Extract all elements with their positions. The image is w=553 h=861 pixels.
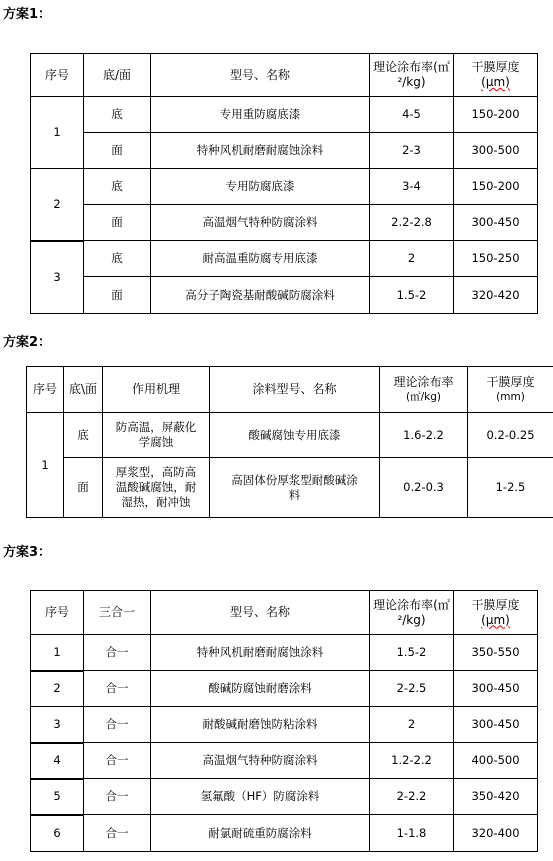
table-row bbox=[31, 169, 538, 205]
plan3-header-seq: 序号 bbox=[31, 591, 84, 635]
plan2-layer: 面 bbox=[64, 458, 103, 518]
plan3-table bbox=[30, 590, 538, 852]
plan2-mechanism-line: 湿热，耐冲蚀 bbox=[121, 495, 191, 509]
plan1-rate: 2.2-2.8 bbox=[370, 205, 454, 241]
plan1-layer: 面 bbox=[84, 133, 151, 169]
plan3-thickness: 300-450 bbox=[454, 707, 538, 743]
plan3-header-rate-line1: 理论涂布率(㎡ bbox=[373, 597, 450, 612]
plan3-combo: 合一 bbox=[84, 815, 151, 852]
table-row bbox=[27, 458, 553, 518]
plan3-rate: 1.2-2.2 bbox=[370, 743, 454, 779]
plan1-seq: 2 bbox=[31, 169, 84, 241]
plan3-rate: 1.5-2 bbox=[370, 635, 454, 671]
plan1-thickness: 150-200 bbox=[454, 97, 538, 133]
plan1-title: 方案1： bbox=[3, 7, 52, 22]
plan2-mechanism-line: 防高温，屏蔽化 bbox=[115, 420, 197, 434]
plan2-mechanism-line: 学腐蚀 bbox=[138, 435, 174, 449]
plan3-header-thickness-line2: (μm) bbox=[481, 612, 510, 627]
plan1-header-row bbox=[31, 54, 538, 97]
plan3-combo: 合一 bbox=[84, 779, 151, 815]
plan3-header-rate-line2: ²/kg) bbox=[397, 612, 426, 627]
table-row bbox=[31, 635, 538, 671]
plan3-combo: 合一 bbox=[84, 635, 151, 671]
plan2-mechanism-line: 温酸碱腐蚀，耐 bbox=[115, 480, 197, 494]
plan2-thickness: 0.2-0.25 bbox=[468, 413, 553, 458]
plan3-header-combo: 三合一 bbox=[84, 591, 151, 635]
plan3-header-thickness-line1: 干膜厚度 bbox=[471, 597, 520, 612]
plan1-model: 特种风机耐磨耐腐蚀涂料 bbox=[151, 133, 370, 169]
table-row bbox=[31, 133, 538, 169]
plan3-combo: 合一 bbox=[84, 707, 151, 743]
plan3-rate: 1-1.8 bbox=[370, 815, 454, 852]
plan3-thickness: 320-400 bbox=[454, 815, 538, 852]
table-row bbox=[27, 413, 553, 458]
plan1-model: 专用重防腐底漆 bbox=[151, 97, 370, 133]
plan3-header-model: 型号、名称 bbox=[151, 591, 370, 635]
plan1-thickness: 300-500 bbox=[454, 133, 538, 169]
plan3-combo: 合一 bbox=[84, 671, 151, 707]
plan2-title: 方案2： bbox=[3, 335, 52, 350]
plan3-rate: 2-2.5 bbox=[370, 671, 454, 707]
plan3-header-rate bbox=[370, 591, 454, 635]
plan1-thickness: 320-420 bbox=[454, 277, 538, 314]
plan1-rate: 1.5-2 bbox=[370, 277, 454, 314]
plan2-header-model: 涂料型号、名称 bbox=[210, 367, 380, 413]
plan1-model: 耐高温重防腐专用底漆 bbox=[151, 241, 370, 277]
plan1-thickness: 300-450 bbox=[454, 205, 538, 241]
plan1-header-rate bbox=[370, 54, 454, 97]
plan3-model: 高温烟气特种防腐涂料 bbox=[151, 743, 370, 779]
plan2-header-thickness-line1: 干膜厚度 bbox=[486, 374, 535, 389]
plan1-header-thickness-line1: 干膜厚度 bbox=[471, 60, 520, 74]
plan2-seq: 1 bbox=[27, 413, 64, 518]
plan2-model bbox=[210, 458, 380, 518]
plan1-header-layer: 底/面 bbox=[84, 54, 151, 97]
plan2-mechanism-line: 厚浆型，高防高 bbox=[115, 465, 197, 479]
plan3-header-row bbox=[31, 591, 538, 635]
plan3-seq: 2 bbox=[31, 671, 84, 707]
table-row bbox=[31, 671, 538, 707]
plan1-header-rate-line1: 理论涂布率(㎡ bbox=[373, 60, 450, 74]
plan3-seq: 1 bbox=[31, 635, 84, 671]
plan2-header-row bbox=[27, 367, 553, 413]
plan1-rate: 2 bbox=[370, 241, 454, 277]
plan1-layer: 底 bbox=[84, 97, 151, 133]
table-row bbox=[31, 815, 538, 852]
table-row bbox=[31, 779, 538, 815]
plan2-model: 酸碱腐蚀专用底漆 bbox=[210, 413, 380, 458]
plan2-mechanism bbox=[103, 458, 210, 518]
plan3-seq: 6 bbox=[31, 815, 84, 852]
plan1-header-rate-line2: ²/kg) bbox=[397, 75, 426, 89]
plan1-rate: 4-5 bbox=[370, 97, 454, 133]
plan1-header-seq: 序号 bbox=[31, 54, 84, 97]
plan3-rate: 2-2.2 bbox=[370, 779, 454, 815]
plan1-model: 高分子陶瓷基耐酸碱防腐涂料 bbox=[151, 277, 370, 314]
table-row bbox=[31, 277, 538, 314]
plan1-layer: 底 bbox=[84, 169, 151, 205]
plan1-rate: 3-4 bbox=[370, 169, 454, 205]
plan2-header-rate-line1: 理论涂布率 bbox=[393, 374, 454, 389]
table-row bbox=[31, 707, 538, 743]
plan3-thickness: 350-550 bbox=[454, 635, 538, 671]
plan2-header-thickness bbox=[468, 367, 553, 413]
plan3-model: 酸碱防腐蚀耐磨涂料 bbox=[151, 671, 370, 707]
plan3-model: 特种风机耐磨耐腐蚀涂料 bbox=[151, 635, 370, 671]
plan3-model: 耐酸碱耐磨蚀防粘涂料 bbox=[151, 707, 370, 743]
plan1-layer: 面 bbox=[84, 205, 151, 241]
plan1-header-thickness-line2: (μm) bbox=[481, 75, 510, 89]
plan1-table bbox=[30, 53, 538, 314]
plan2-header-layer: 底\面 bbox=[64, 367, 103, 413]
plan3-model: 氢氟酸（HF）防腐涂料 bbox=[151, 779, 370, 815]
plan1-thickness: 150-250 bbox=[454, 241, 538, 277]
plan3-rate: 2 bbox=[370, 707, 454, 743]
plan1-layer: 底 bbox=[84, 241, 151, 277]
plan2-header-thickness-line2: (mm) bbox=[496, 390, 525, 403]
plan2-rate: 1.6-2.2 bbox=[380, 413, 468, 458]
plan2-model-line: 高固体份厚浆型耐酸碱涂 bbox=[231, 472, 358, 487]
plan1-rate: 2-3 bbox=[370, 133, 454, 169]
plan2-header-mechanism: 作用机理 bbox=[103, 367, 210, 413]
plan3-seq: 4 bbox=[31, 743, 84, 779]
plan2-thickness: 1-2.5 bbox=[468, 458, 553, 518]
plan2-header-rate-line2: (㎡/kg) bbox=[406, 390, 441, 403]
plan3-thickness: 300-450 bbox=[454, 671, 538, 707]
plan1-layer: 面 bbox=[84, 277, 151, 314]
plan2-mechanism bbox=[103, 413, 210, 458]
table-row bbox=[31, 97, 538, 133]
plan3-model: 耐氯耐硫重防腐涂料 bbox=[151, 815, 370, 852]
table-row bbox=[31, 205, 538, 241]
plan1-header-thickness bbox=[454, 54, 538, 97]
plan3-seq: 5 bbox=[31, 779, 84, 815]
table-row bbox=[31, 241, 538, 277]
plan3-title: 方案3： bbox=[3, 545, 52, 560]
plan1-seq: 3 bbox=[31, 241, 84, 314]
plan2-table bbox=[26, 366, 553, 518]
plan3-header-thickness bbox=[454, 591, 538, 635]
plan1-model: 专用防腐底漆 bbox=[151, 169, 370, 205]
plan2-header-rate bbox=[380, 367, 468, 413]
plan1-thickness: 150-200 bbox=[454, 169, 538, 205]
plan2-model-line: 料 bbox=[288, 487, 301, 502]
plan2-rate: 0.2-0.3 bbox=[380, 458, 468, 518]
plan1-seq: 1 bbox=[31, 97, 84, 169]
plan3-seq: 3 bbox=[31, 707, 84, 743]
plan3-thickness: 400-500 bbox=[454, 743, 538, 779]
plan2-layer: 底 bbox=[64, 413, 103, 458]
plan3-combo: 合一 bbox=[84, 743, 151, 779]
plan1-header-model: 型号、名称 bbox=[151, 54, 370, 97]
plan1-model: 高温烟气特种防腐涂料 bbox=[151, 205, 370, 241]
table-row bbox=[31, 743, 538, 779]
plan2-header-seq: 序号 bbox=[27, 367, 64, 413]
plan3-thickness: 350-420 bbox=[454, 779, 538, 815]
